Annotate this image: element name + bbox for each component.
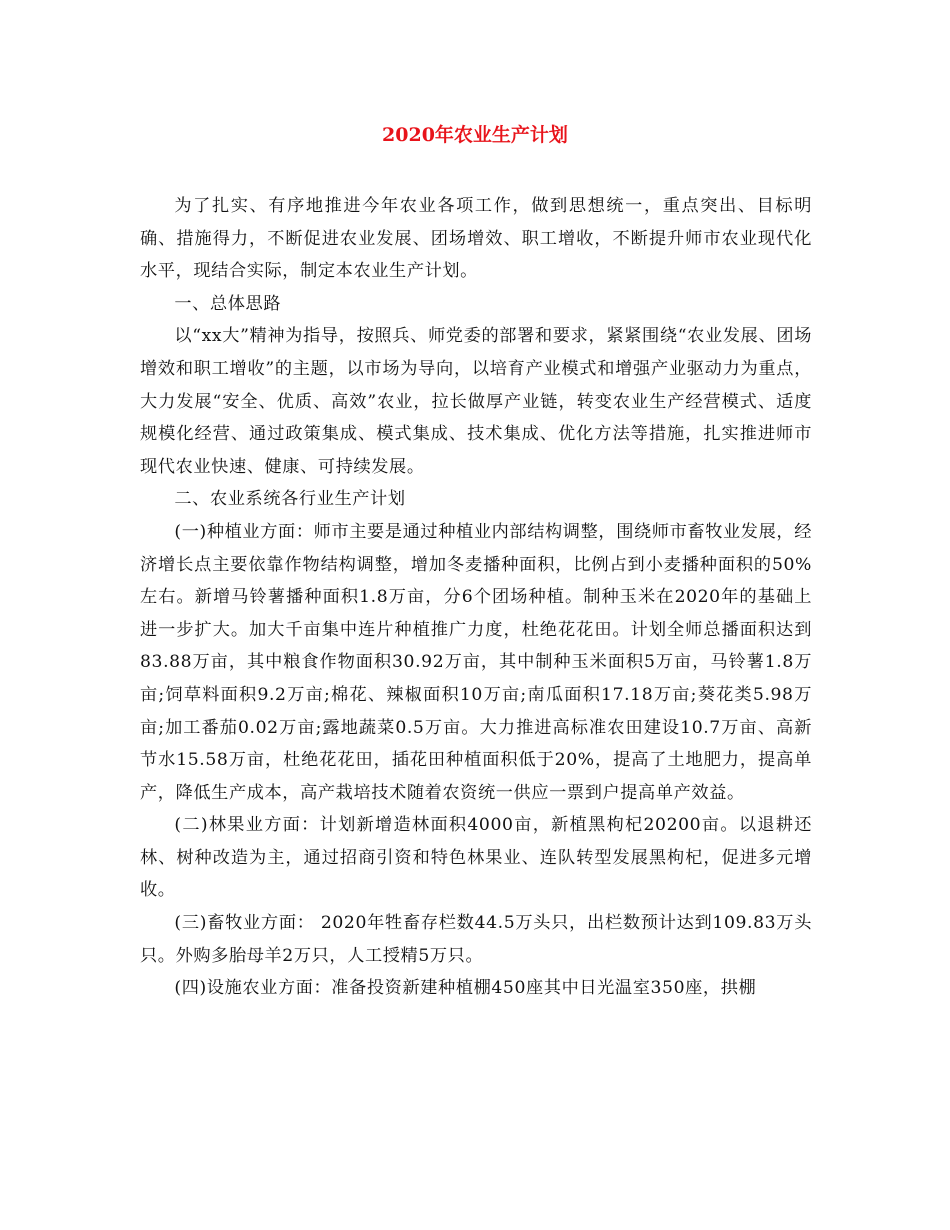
paragraph-planting: (一)种植业方面：师市主要是通过种植业内部结构调整，围绕师市畜牧业发展，经济增长点主要依靠作物结构调整，增加冬麦播种面积，比例占到小麦播种面积的50%左右。新增马铃薯播种面积1.8万亩，分6个团场种植。制种玉米在2020年的基础上进一步扩大。加大千亩集中连片种植推广力度，杜绝花花田。计划全师总播面积达到83.88万亩，其中粮食作物面积30.92万亩，其中制种玉米面积5万亩，马铃薯1.8万亩;饲草料面积9.2万亩;棉花、辣椒面积10万亩;南瓜面积17.18万亩;葵花类5.98万亩;加工番茄0.02万亩;露地蔬菜0.5万亩。大力推进高标准农田建设10.7万亩、高新节水15.58万亩，杜绝花花田，插花田种植面积低于20%，提高了土地肥力，提高单产，降低生产成本，高产栽培技术随着农资统一供应一票到户提高单产效益。 — [140, 521, 812, 803]
document-title: 2020年农业生产计划 — [382, 124, 568, 146]
paragraph-facility-agriculture: (四)设施农业方面：准备投资新建种植棚450座其中日光温室350座，拱棚 — [174, 978, 757, 999]
paragraph-forestry: (二)林果业方面：计划新增造林面积4000亩，新植黑枸杞20200亩。以退耕还林、树种改造为主，通过招商引资和特色林果业、连队转型发展黑枸杞，促进多元增收。 — [140, 815, 812, 901]
paragraph-overall-approach: 以“xx大”精神为指导，按照兵、师党委的部署和要求，紧紧围绕“农业发展、团场增效和职工增收”的主题，以市场为导向，以培育产业模式和增强产业驱动力为重点，大力发展“安全、优质、高效”农业，拉长做厚产业链，转变农业生产经营模式、适度规模化经营、通过政策集成、模式集成、技术集成、优化方法等措施，扎实推进师市现代农业快速、健康、可持续发展。 — [140, 326, 812, 477]
paragraph-livestock: (三)畜牧业方面： 2020年牲畜存栏数44.5万头只，出栏数预计达到109.83万头只。外购多胎母羊2万只，人工授精5万只。 — [140, 913, 812, 966]
document-body — [140, 190, 812, 1005]
section-heading-2: 二、农业系统各行业生产计划 — [174, 489, 406, 510]
section-heading-1: 一、总体思路 — [174, 293, 282, 314]
paragraph-intro: 为了扎实、有序地推进今年农业各项工作，做到思想统一，重点突出、目标明确、措施得力，不断促进农业发展、团场增效、职工增收，不断提升师市农业现代化水平，现结合实际，制定本农业生产计划。 — [140, 196, 812, 282]
